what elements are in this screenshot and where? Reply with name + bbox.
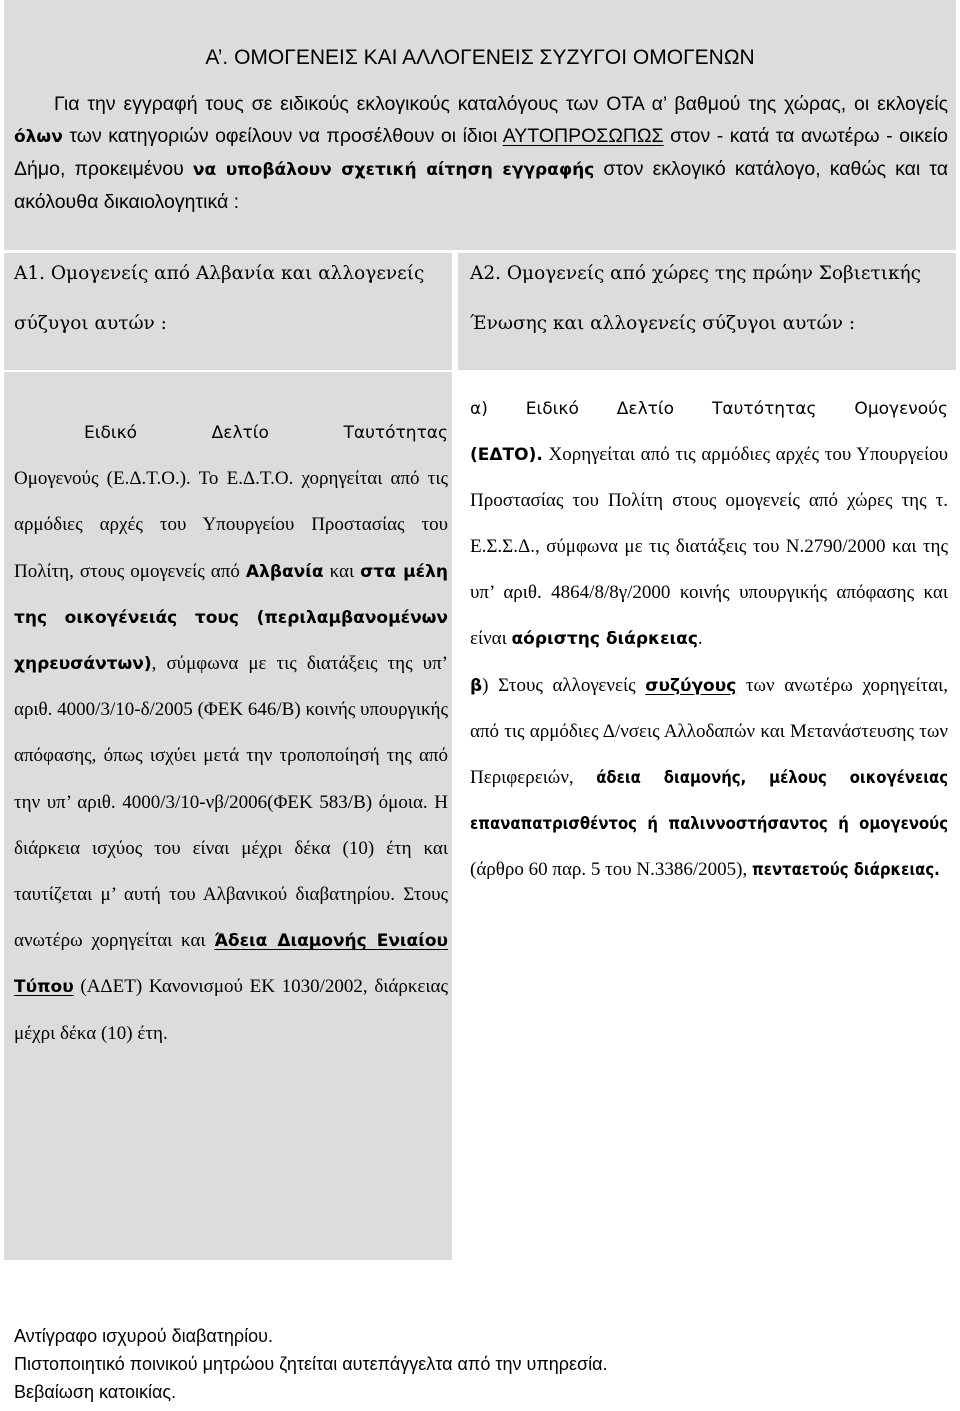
a1-body-text xyxy=(14,410,448,1057)
a1-header: Α1. Ομογενείς από Αλβανία και αλλογενείς σύζυγοι αυτών : xyxy=(14,263,425,334)
a2-body-text xyxy=(470,386,948,893)
required-documents-list xyxy=(14,1322,944,1406)
intro-paragraph xyxy=(14,88,948,218)
intro-text: Για την εγγραφή τους σε ειδικούς εκλογικούς καταλόγους των ΟΤΑ α’ βαθμού της χώρας, οι εκλογείς όλων των κατηγοριών οφείλουν να προσέλθουν οι ίδιοι ΑΥΤΟΠΡΟΣΩΠΩΣ στον - κατά τα ανωτέρω - οικείο Δήμο, προκειμένου να υποβάλουν σχετική αίτηση εγγραφής στον εκλογικό κατάλογο, καθώς και τα ακόλουθα δικαιολογητικά : xyxy=(14,93,948,213)
list-item: Αντίγραφο ισχυρού διαβατηρίου. xyxy=(14,1326,274,1346)
a2-header: Α2. Ομογενείς από χώρες της πρώην Σοβιετικής Ένωσης και αλλογενείς σύζυγοι αυτών : xyxy=(470,263,921,334)
section-title: Α’. ΟΜΟΓΕΝΕΙΣ ΚΑΙ ΑΛΛΟΓΕΝΕΙΣ ΣΥΖΥΓΟΙ ΟΜΟΓΕΝΩΝ xyxy=(205,46,755,69)
a2-paragraph-beta: β) Στους αλλογενείς συζύγους των ανωτέρω χορηγείται, από τις αρμόδιες Δ/νσεις Αλλοδαπών και Μετανάστευσης των Περιφερειών, άδεια διαμονής, μέλους οικογένειας επαναπατρισθέντος ή παλιννοστήσαντος ή ομογενούς (άρθρο 60 παρ. 5 του Ν.3386/2005), πενταετούς διάρκειας. xyxy=(470,674,949,880)
list-item: Πιστοποιητικό ποινικού μητρώου ζητείται αυτεπάγγελτα από την υπηρεσία. xyxy=(14,1354,608,1374)
list-item: Βεβαίωση κατοικίας. xyxy=(14,1382,177,1402)
a1-paragraph: Ειδικό Δελτίο Ταυτότητας Ομογενούς (Ε.Δ.Τ.Ο.). Το Ε.Δ.Τ.Ο. χορηγείται από τις αρμόδιες αρχές του Υπουργείου Προστασίας του Πολίτη, στους ομογενείς από Αλβανία και στα μέλη της οικογένειάς τους (περιλαμβανομένων χηρευσάντων), σύμφωνα με τις διατάξεις της υπ’ αριθ. 4000/3/10-δ/2005 (ΦΕΚ 646/Β) κοινής υπουργικής απόφασης, όπως ισχύει μετά την τροποποίησή της από την υπ’ αριθ. 4000/3/10-νβ/2006(ΦΕΚ 583/Β) όμοια. Η διάρκεια ισχύος του είναι μέχρι δέκα (10) έτη και ταυτίζεται μ’ αυτή του Αλβανικού διαβατηρίου. Στους ανωτέρω χορηγείται και Άδεια Διαμονής Ενιαίου Τύπου (ΑΔΕΤ) Κανονισμού ΕΚ 1030/2002, διάρκειας μέχρι δέκα (10) έτη. xyxy=(14,423,448,1044)
a2-paragraph-alpha: α) Ειδικό Δελτίο Ταυτότητας Ομογενούς (ΕΔΤΟ). Χορηγείται από τις αρμόδιες αρχές του Υπουργείου Προστασίας του Πολίτη στους ομογενείς από χώρες της τ. Ε.Σ.Σ.Δ., σύμφωνα με τις διατάξεις του Ν.2790/2000 και της υπ’ αριθ. 4864/8/8γ/2000 κοινής υπουργικής απόφασης και είναι αόριστης διάρκειας. xyxy=(470,399,948,650)
